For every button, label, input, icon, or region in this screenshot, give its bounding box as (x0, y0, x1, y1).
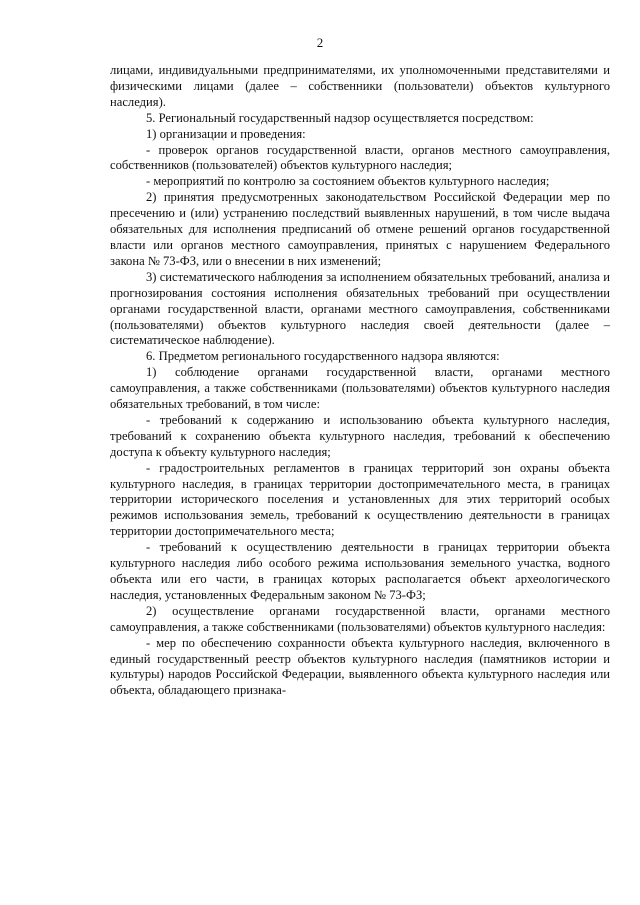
page-number: 2 (316, 35, 324, 50)
paragraph: 2) осуществление органами государственной власти, органами местного самоуправления, а также собственниками (пользователями) объектов культурного наследия: (110, 603, 610, 634)
paragraph: 3) систематического наблюдения за исполнением обязательных требований, анализа и прогнозирования состояния исполнения обязательных требований при осуществлении органами государственной власти, органами местного самоуправления, собственниками (пользователями) объектов культурного наследия своей деятельности (далее – систематическое наблюдение). (110, 269, 610, 348)
paragraph: лицами, индивидуальными предпринимателями, их уполномоченными представителями и физическими лицами (далее – собственники (пользователи) объектов культурного наследия). (110, 63, 610, 109)
paragraph: - требований к содержанию и использованию объекта культурного наследия, требований к сохранению объекта культурного наследия, требований к обеспечению доступа к объекту культурного наследия; (110, 412, 610, 459)
paragraph: - проверок органов государственной власти, органов местного самоуправления, собственников (пользователей) объектов культурного наследия; (110, 142, 610, 173)
paragraph: - мер по обеспечению сохранности объекта культурного наследия, включенного в единый государственный реестр объектов культурного наследия (памятников истории и культуры) народов Российской Федерации, выявленного объекта культурного наследия или объекта, обладающего признака- (110, 635, 610, 698)
paragraph: - мероприятий по контролю за состоянием объектов культурного наследия; (146, 174, 550, 189)
paragraph: - градостроительных регламентов в границах территорий зон охраны объекта культурного наследия, в границах территории достопримечательного места, в границах территории исторического поселения и установленных для этих территорий особых режимов использования земель, требований к осуществлению деятельности в границах территории достопримечательного места; (110, 460, 610, 539)
paragraph: 1) организации и проведения: (146, 126, 306, 141)
paragraph: 2) принятия предусмотренных законодательством Российской Федерации мер по пресечению и (или) устранению последствий выявленных нарушений, в том числе выдача обязательных для исполнения предписаний об отмене решений органов государственной власти или органов местного самоуправления, принятых с нарушением Федерального закона № 73-ФЗ, или о внесении в них изменений; (110, 190, 610, 268)
paragraph: 6. Предметом регионального государственного надзора являются: (146, 349, 500, 364)
document-body (110, 63, 610, 699)
paragraph: - требований к осуществлению деятельности в границах территории объекта культурного наследия либо особого режима использования земельного участка, водного объекта или его части, в границах которых располагается объект археологического наследия, установленных Федеральным законом № 73-ФЗ; (110, 540, 610, 602)
paragraph: 5. Региональный государственный надзор осуществляется посредством: (146, 110, 534, 125)
paragraph: 1) соблюдение органами государственной власти, органами местного самоуправления, а также собственниками (пользователями) объектов культурного наследия обязательных требований, в том числе: (110, 365, 610, 412)
